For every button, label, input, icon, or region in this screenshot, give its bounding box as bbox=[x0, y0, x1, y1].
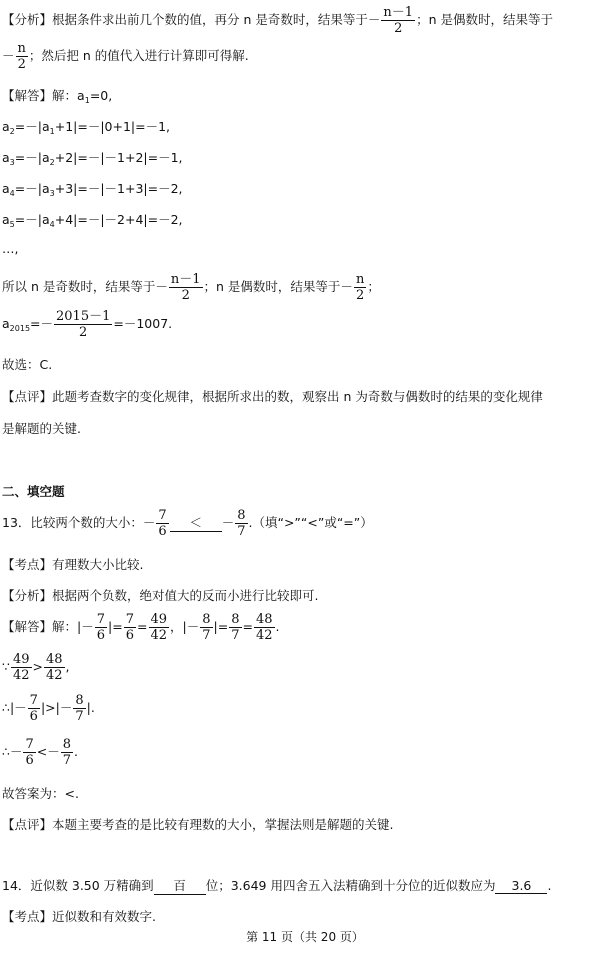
a2015-line: $a_{2015}=-$ $\frac{2015-1}{2}$ =－1007. bbox=[2, 309, 173, 340]
minus-sign: － bbox=[2, 48, 15, 63]
fraction: $\frac{n}{2}$ bbox=[355, 272, 365, 303]
fraction bbox=[381, 5, 415, 36]
q13-step-1: ∵ $\frac{49}{42}$ > $\frac{48}{42}$ , bbox=[2, 652, 70, 683]
fraction bbox=[16, 41, 28, 72]
fraction: $\frac{2015-1}{2}$ bbox=[56, 309, 111, 340]
question-13: 13．比较两个数的大小：－ $\frac{7}{6}$ ＜ － $\frac{8}{7}$ .（填“>”“<”或“=”） bbox=[2, 508, 373, 539]
numerator: n bbox=[17, 41, 26, 56]
equation-a5: $a_5=-|a_4+4|=-|-2+4|=-2$, bbox=[2, 212, 183, 229]
analysis-text-3: ；然后把 n 的值代入进行计算即可得解. bbox=[28, 48, 249, 63]
q13-analysis: 【分析】根据两个负数，绝对值大的反而小进行比较即可. bbox=[2, 588, 319, 603]
answer-blank-1: 百 bbox=[154, 876, 206, 895]
fraction: $\frac{7}{6}$ bbox=[158, 508, 167, 539]
conclusion-line: 所以 n 是奇数时，结果等于－ $\frac{n-1}{2}$ ；n 是偶数时，结果等于－ $\frac{n}{2}$ ； bbox=[2, 272, 380, 303]
answer-blank: ＜ bbox=[170, 513, 222, 532]
ellipsis: …, bbox=[2, 241, 19, 256]
q13-solution: 【解答】解：|－ $\frac{7}{6}$ |= $\frac{7}{6}$ = $\frac{49}{42}$ ，|－ $\frac{8}{7}$ |= $\frac{8}{7}$ = $\frac{48}{42}$ . bbox=[2, 612, 280, 643]
solution-text-2: =0, bbox=[89, 88, 113, 103]
question-14: 14．近似数 3.50 万精确到 百 位；3.649 用四舍五入法精确到十分位的近似数应为 3.6 . bbox=[2, 878, 552, 893]
fraction: $\frac{8}{7}$ bbox=[237, 508, 246, 539]
section-heading: 二、填空题 bbox=[2, 484, 65, 499]
denominator: 2 bbox=[16, 56, 28, 72]
equation-a2: $a_2=-|a_1+1|=-|0+1|=-1$, bbox=[2, 119, 171, 136]
comment-line-2: 是解题的关键. bbox=[2, 421, 81, 436]
equation-a3: $a_3=-|a_2+2|=-|-1+2|=-1$, bbox=[2, 150, 183, 167]
comment-tag: 点评 bbox=[14, 389, 40, 404]
analysis-line-1: 【分析】根据条件求出前几个数的值，再分 n 是奇数时，结果等于－ $\frac{n-1}{2}$ ；n 是偶数时，结果等于 bbox=[2, 5, 553, 36]
solution-line-1: 【解答】解：$a_1=0$, bbox=[2, 88, 113, 105]
subscript: 1 bbox=[84, 96, 90, 105]
q13-keypoint: 【考点】有理数大小比较. bbox=[2, 557, 144, 572]
analysis-line-2 bbox=[2, 41, 249, 72]
q13-answer: 故答案为：<. bbox=[2, 786, 79, 801]
comment-line-1: 【点评】此题考查数字的变化规律，根据所求出的数，观察出 n 为奇数与偶数时的结果的变化规律 bbox=[2, 389, 543, 404]
solution-text: 解：a bbox=[52, 88, 85, 103]
solution-tag: 解答 bbox=[14, 88, 40, 103]
q13-step-3: ∴－ $\frac{7}{6}$ <－ $\frac{8}{7}$ . bbox=[2, 737, 78, 768]
equation-a4: $a_4=-|a_3+3|=-|-1+3|=-2$, bbox=[2, 181, 183, 198]
answer-choice: 故选：C. bbox=[2, 357, 53, 372]
analysis-text: 根据条件求出前几个数的值，再分 n 是奇数时，结果等于－ bbox=[52, 12, 381, 27]
q13-comment: 【点评】本题主要考查的是比较有理数的大小，掌握法则是解题的关键. bbox=[2, 817, 394, 832]
analysis-text-2: ；n 是偶数时，结果等于 bbox=[416, 12, 553, 27]
numerator: n－1 bbox=[383, 5, 414, 20]
denominator: 2 bbox=[381, 20, 415, 36]
page-footer: 第 11 页（共 20 页） bbox=[246, 930, 364, 944]
q14-keypoint: 【考点】近似数和有效数字. bbox=[2, 909, 157, 924]
q13-step-2: ∴|－ $\frac{7}{6}$ |>|－ $\frac{8}{7}$ |. bbox=[2, 693, 95, 724]
analysis-tag: 分析 bbox=[14, 12, 40, 27]
fraction: $\frac{n-1}{2}$ bbox=[170, 272, 201, 303]
answer-blank-2: 3.6 bbox=[495, 878, 547, 894]
